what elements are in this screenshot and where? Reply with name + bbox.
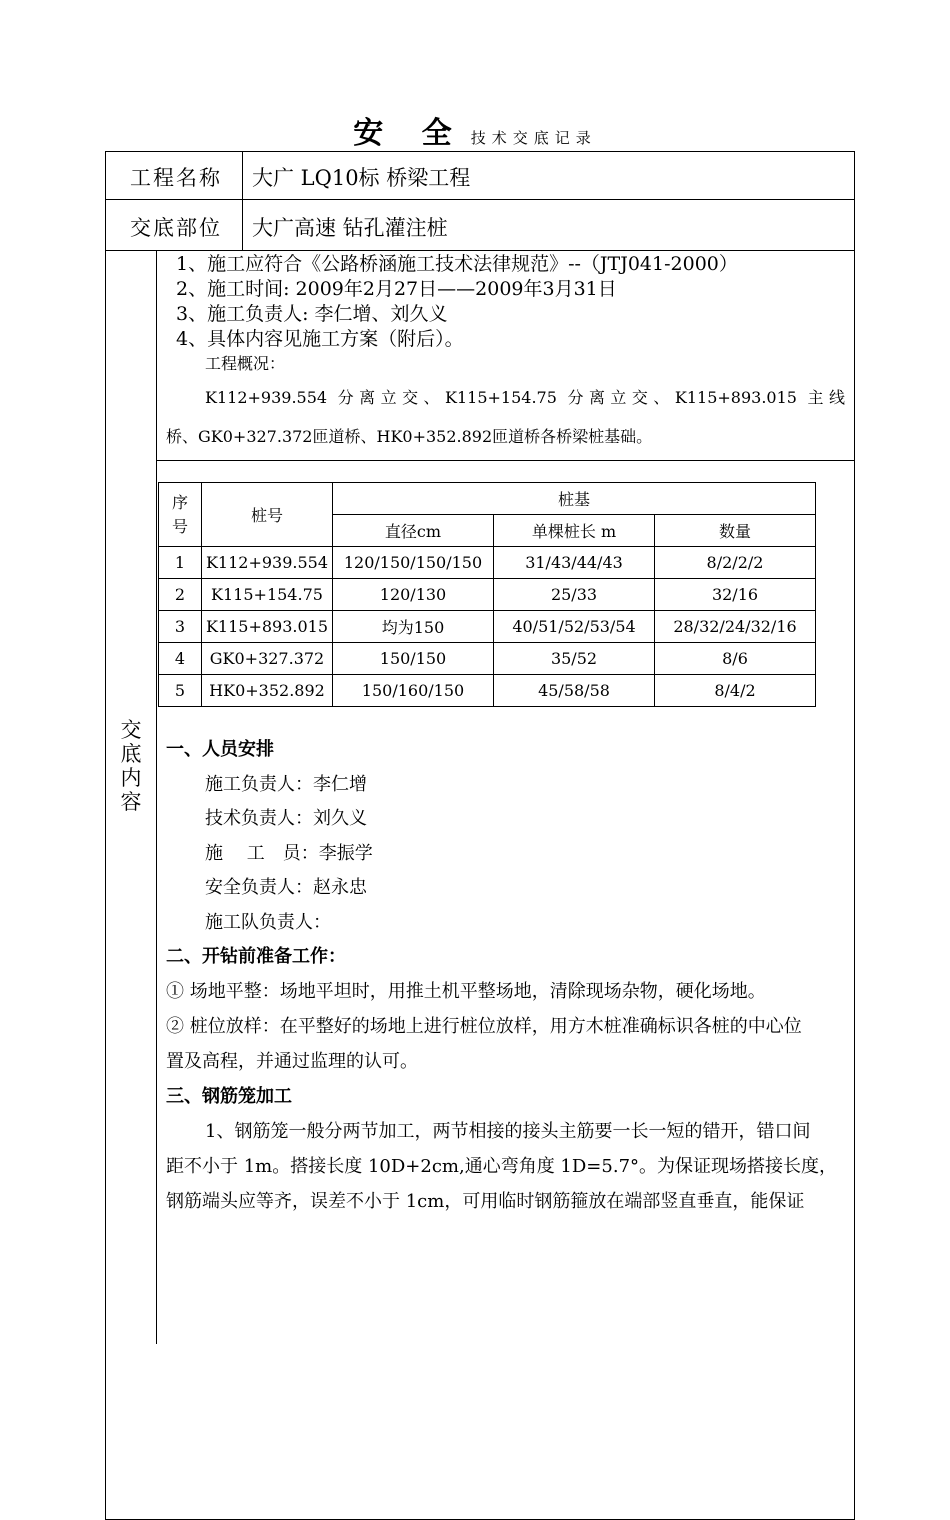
cell-diameter: 120/150/150/150 [333,547,494,579]
cell-count: 28/32/24/32/16 [655,611,816,643]
personnel-line: 安全负责人：赵永忠 [205,877,367,898]
cell-length: 25/33 [494,579,655,611]
project-name-value: 大广 LQ10标 桥梁工程 [252,166,471,190]
title-sub: 技术交底记录 [470,129,597,147]
content-label-char: 底 [120,742,142,766]
divider-row1 [105,199,855,200]
section2-item-2: ② 桩位放样：在平整好的场地上进行桩位放样，用方木桩准确标识各桩的中心位 [166,1016,802,1037]
cell-length: 31/43/44/43 [494,547,655,579]
intro-line-1: 1、施工应符合《公路桥涵施工技术法律规范》--（JTJ041-2000） [176,253,738,275]
personnel-line: 技术负责人：刘久义 [205,808,367,829]
table-row [159,579,816,611]
content-label [106,718,156,814]
table-row [159,547,816,579]
cell-seq: 3 [159,611,202,643]
personnel-line: 施工队负责人： [205,912,331,933]
cell-pile-no: K112+939.554 [202,547,333,579]
document-title [0,108,950,152]
section2-item-1: ① 场地平整：场地平坦时，用推土机平整场地，清除现场杂物，硬化场地。 [166,981,766,1002]
section2-heading: 二、开钻前准备工作： [166,946,346,967]
cell-seq: 4 [159,643,202,675]
content-label-char: 容 [120,790,142,814]
cell-count: 32/16 [655,579,816,611]
content-label-char: 交 [120,718,142,742]
section1-heading: 一、人员安排 [166,739,274,760]
project-name-label: 工程名称 [130,166,222,190]
col-pile-no-header: 桩号 [202,483,333,547]
cell-diameter: 150/160/150 [333,675,494,707]
cell-pile-no: GK0+327.372 [202,643,333,675]
cell-seq: 5 [159,675,202,707]
cell-pile-no: K115+154.75 [202,579,333,611]
col-diameter-header: 直径cm [333,515,494,547]
table-row [159,611,816,643]
cell-count: 8/2/2/2 [655,547,816,579]
pile-table [158,482,816,707]
cell-length: 35/52 [494,643,655,675]
location-label: 交底部位 [130,216,222,240]
overview-line-1: K112+939.554 分离立交、K115+154.75 分离立交、K115+893.015 主线 [205,388,845,407]
cell-seq: 2 [159,579,202,611]
location-value: 大广高速 钻孔灌注桩 [252,216,448,240]
cell-diameter: 120/130 [333,579,494,611]
intro-line-3: 3、施工负责人: 李仁增、刘久义 [176,303,448,325]
table-row [159,643,816,675]
col-count-header: 数量 [655,515,816,547]
title-main: 安 全 [353,116,466,151]
content-label-char: 内 [120,766,142,790]
cell-length: 40/51/52/53/54 [494,611,655,643]
cell-seq: 1 [159,547,202,579]
cell-pile-no: HK0+352.892 [202,675,333,707]
overview-heading: 工程概况： [205,354,286,373]
overview-line-2: 桥、GK0+327.372匝道桥、HK0+352.892匝道桥各桥梁桩基础。 [166,427,653,446]
divider-row2 [105,250,855,251]
divider-col-content [156,250,157,1344]
personnel-line: 施 工 员：李振学 [205,843,373,864]
section3-line-1: 1、钢筋笼一般分两节加工，两节相接的接头主筋要一长一短的错开，错口间 [205,1121,811,1142]
col-seq-header [159,483,202,547]
group-header: 桩基 [333,483,816,515]
section2-item-2-cont: 置及高程，并通过监理的认可。 [166,1051,418,1072]
cell-diameter: 均为150 [333,611,494,643]
section3-line-2: 距不小于 1m。搭接长度 10D+2cm,通心弯角度 1D=5.7°。为保证现场搭接长度， [166,1156,838,1177]
intro-line-4: 4、具体内容见施工方案（附后）。 [176,328,464,350]
divider-overview-end [156,460,855,461]
col-length-header: 单棵桩长 m [494,515,655,547]
cell-length: 45/58/58 [494,675,655,707]
table-row [159,675,816,707]
cell-diameter: 150/150 [333,643,494,675]
intro-line-2: 2、施工时间: 2009年2月27日——2009年3月31日 [176,278,617,300]
cell-pile-no: K115+893.015 [202,611,333,643]
personnel-line: 施工负责人：李仁增 [205,774,367,795]
divider-col-header [242,151,243,250]
cell-count: 8/4/2 [655,675,816,707]
cell-count: 8/6 [655,643,816,675]
section3-heading: 三、钢筋笼加工 [166,1086,292,1107]
section3-line-3: 钢筋端头应等齐，误差不小于 1cm，可用临时钢筋箍放在端部竖直垂直，能保证 [166,1191,805,1212]
col-seq-text: 序号 [171,492,188,536]
